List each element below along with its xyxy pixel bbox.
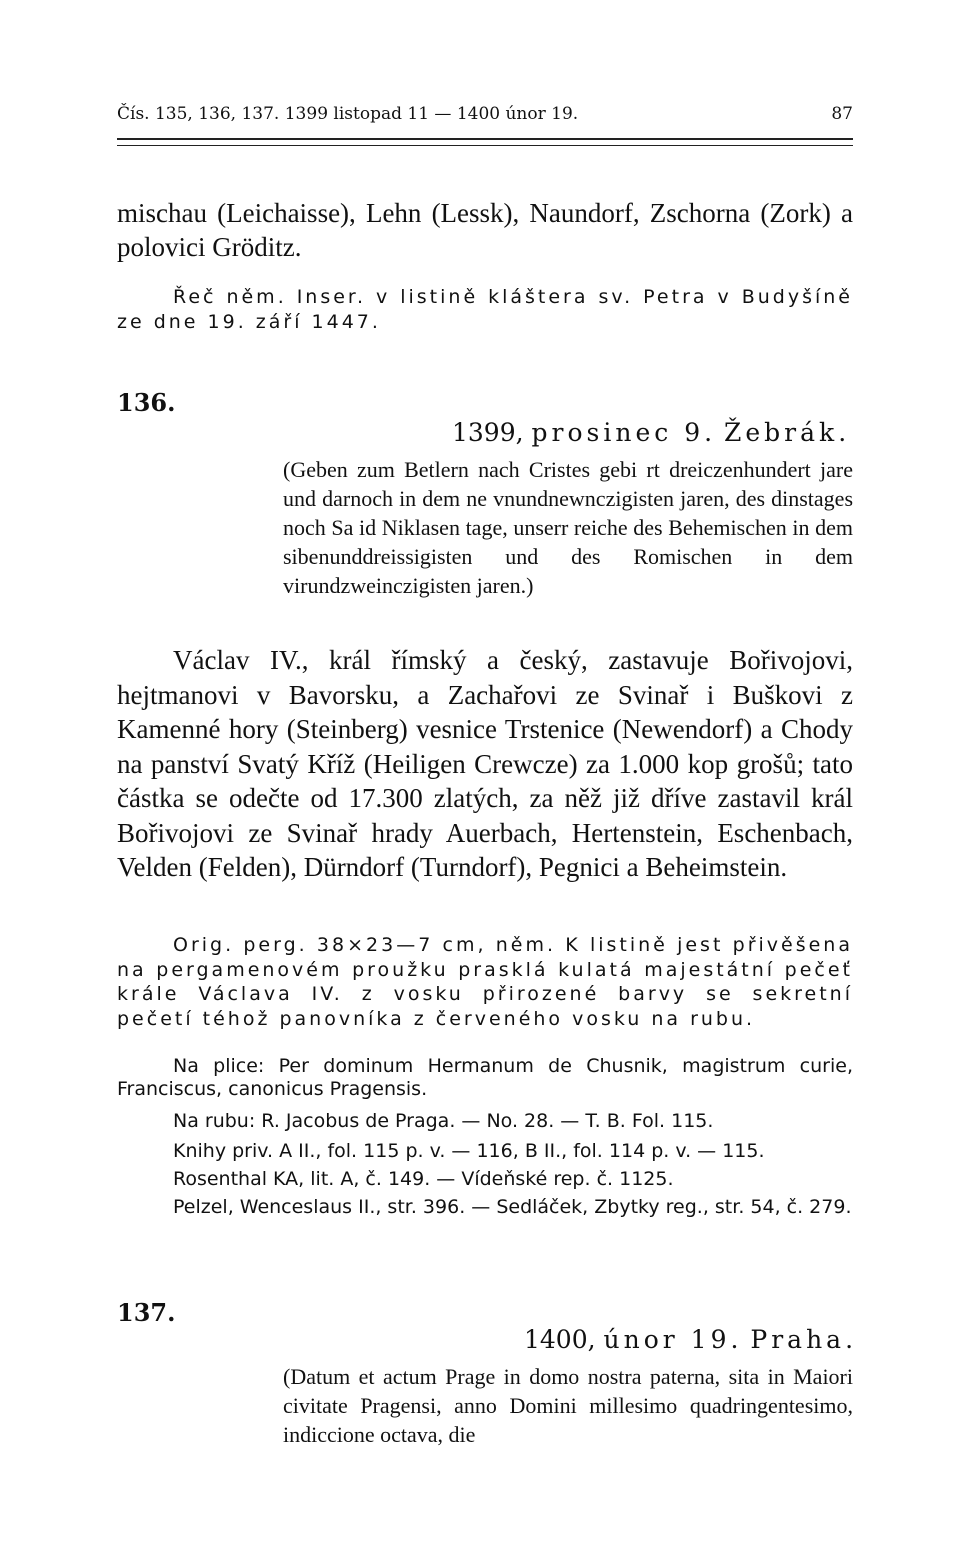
doc137-quote: (Datum et actum Prage in domo nostra paterna, sita in Maiori civitate Pragensi, anno Domini millesimo quadringentesimo, indiccione octava, die xyxy=(283,1364,853,1447)
doc136-summary: Václav IV., král římský a český, zastavuje Bořivojovi, hejtmanovi v Bavorsku, a Zachařovi ze Svinař i Buškovi z Kamenné hory (Steinberg) vesnice Trstenice (Newendorf) a Chody na panství Svatý Kříž (Heiligen Crewcze) za 1.000 kop grošů; tato částka se odečte od 17.300 zlatých, za něž již dříve zastavil král Bořivojovi ze Svinař hrady Auerbach, Hertenstein, Eschenbach, Velden (Felden), Dürndorf (Turndorf), Pegnici a Beheimstein. xyxy=(117,645,853,882)
doc136-orig-note: Orig. perg. 38×23—7 cm, něm. K listině jest přivěšena na pergamenovém proužku prasklá kulatá majestátní pečeť krále Václava IV. z vosku přirozené barvy se sekretní pečetí téhož panovníka z červeného vosku na rubu. xyxy=(117,934,853,1030)
header-rule-thin xyxy=(117,145,853,146)
doc136-rubus: Na rubu: R. Jacobus de Praga. — No. 28. — T. B. Fol. 115. xyxy=(173,1110,714,1132)
doc136-number: 136. xyxy=(117,388,176,417)
doc135-note: Řeč něm. Inser. v listině kláštera sv. Petra v Budyšíně ze dne 19. září 1447. xyxy=(117,286,853,333)
doc136-quote: (Geben zum Betlern nach Cristes gebi rt dreiczenhundert jare und darnoch in dem ne vnundnewnczigisten jaren, des dinstages noch Sa id Niklasen tage, unserr reiche des Behemischen in dem sibenunddreissigisten und des Romischen in dem virundzweinczigisten jaren.) xyxy=(283,457,853,598)
running-header xyxy=(117,104,853,124)
doc137-number: 137. xyxy=(117,1298,176,1327)
page-number: 87 xyxy=(831,104,853,124)
doc136-plica: Na plice: Per dominum Hermanum de Chusnik, magistrum curie, Franciscus, canonicus Pragensis. xyxy=(117,1055,853,1100)
doc137-date-day: únor 19. xyxy=(603,1325,743,1354)
doc136-place: Žebrák. xyxy=(724,418,851,447)
doc136-dateline xyxy=(452,418,850,447)
doc136-date-year: 1399, xyxy=(452,418,524,447)
header-rule-thick xyxy=(117,138,853,140)
doc136-books: Knihy priv. A II., fol. 115 p. v. — 116, B II., fol. 114 p. v. — 115. xyxy=(173,1140,765,1162)
header-title: Čís. 135, 136, 137. 1399 listopad 11 — 1400 únor 19. xyxy=(117,104,579,124)
doc137-date-year: 1400, xyxy=(524,1325,596,1354)
doc135-continuation: mischau (Leichaisse), Lehn (Lessk), Naundorf, Zschorna (Zork) a polovici Gröditz. xyxy=(117,198,853,262)
doc137-dateline xyxy=(524,1325,857,1354)
doc136-rosenthal: Rosenthal KA, lit. A, č. 149. — Vídeňské rep. č. 1125. xyxy=(173,1168,674,1190)
doc137-place: Praha. xyxy=(750,1325,858,1354)
doc136-pelzel: Pelzel, Wenceslaus II., str. 396. — Sedláček, Zbytky reg., str. 54, č. 279. xyxy=(173,1196,852,1218)
doc136-date-day: prosinec 9. xyxy=(531,418,717,447)
